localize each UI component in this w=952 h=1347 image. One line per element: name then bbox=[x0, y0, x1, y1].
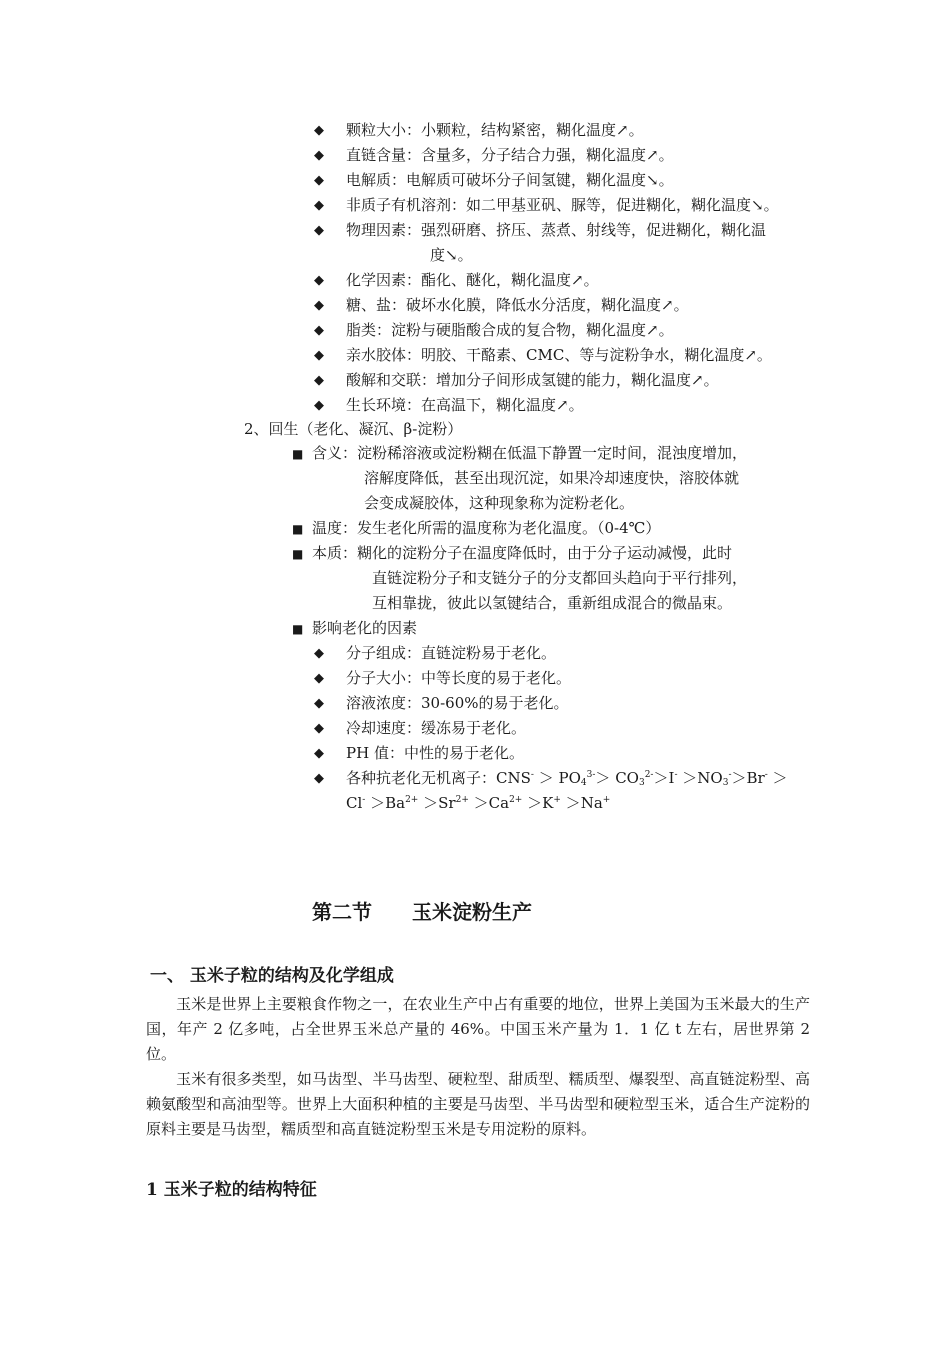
diamond-icon: ◆ bbox=[314, 323, 324, 338]
essence-line-2: 直链淀粉分子和支链分子的分支都回头趋向于平行排列， bbox=[372, 569, 748, 587]
ion-separator: ＞ bbox=[767, 769, 788, 787]
meaning-line-2: 溶解度降低，甚至出现沉淀，如果冷却速度快，溶胶体就 bbox=[364, 469, 740, 487]
paragraph-1: 玉米是世界上主要粮食作物之一，在农业生产中占有重要的地位，世界上美国为玉米最大的生产国，年产 2 亿多吨，占全世界玉米总产量的 46%。中国玉米产量为 1．1 亿 t 左右，居世界第 2 位。 bbox=[146, 995, 810, 1063]
gelatinization-factor-item: 糖、盐：破坏水化膜，降低水分活度，糊化温度↗。 bbox=[346, 296, 689, 314]
sub-heading: 1 玉米子粒的结构特征 bbox=[146, 1180, 317, 1200]
meaning-line-3: 会变成凝胶体，这种现象称为淀粉老化。 bbox=[364, 494, 635, 512]
ion-charge: - bbox=[728, 770, 732, 780]
ion-charge: 2+ bbox=[405, 795, 419, 805]
ion-charge: - bbox=[674, 770, 678, 780]
section-title: 第二节 玉米淀粉生产 bbox=[312, 900, 532, 924]
gelatinization-factor-item: 化学因素：酯化、醚化，糊化温度↗。 bbox=[346, 271, 599, 289]
ion-separator: ＞ bbox=[595, 769, 616, 787]
diamond-icon: ◆ bbox=[314, 398, 324, 413]
ion-series-2 bbox=[346, 794, 610, 812]
gelatinization-factor-item: 非质子有机溶剂：如二甲基亚矾、脲等，促进糊化，糊化温度↘。 bbox=[346, 196, 779, 214]
diamond-icon: ◆ bbox=[314, 771, 324, 786]
diamond-icon: ◆ bbox=[314, 298, 324, 313]
ion-charge: 2+ bbox=[509, 795, 523, 805]
ion-symbol: PO bbox=[558, 769, 581, 787]
ion-series-1 bbox=[496, 769, 788, 787]
retrogradation-heading: 2、回生（老化、凝沉、β-淀粉） bbox=[244, 420, 463, 438]
essence-line-3: 互相靠拢，彼此以氢键结合，重新组成混合的微晶束。 bbox=[372, 594, 733, 612]
gelatinization-factor-item: 脂类：淀粉与硬脂酸合成的复合物，糊化温度↗。 bbox=[346, 321, 674, 339]
ion-charge: 2+ bbox=[455, 795, 469, 805]
gelatinization-factor-item: 直链含量：含量多，分子结合力强，糊化温度↗。 bbox=[346, 146, 674, 164]
part-one-heading: 一、 玉米子粒的结构及化学组成 bbox=[150, 966, 394, 986]
ion-separator: ＞ bbox=[365, 794, 386, 812]
diamond-icon: ◆ bbox=[314, 721, 324, 736]
diamond-icon: ◆ bbox=[314, 373, 324, 388]
ion-symbol: I bbox=[668, 769, 675, 787]
ion-charge: - bbox=[530, 770, 534, 780]
ion-symbol: CNS bbox=[496, 769, 531, 787]
square-bullet-icon: ■ bbox=[292, 522, 304, 536]
paragraph-2: 玉米有很多类型，如马齿型、半马齿型、硬粒型、甜质型、糯质型、爆裂型、高直链淀粉型、高赖氨酸型和高油型等。世界上大面积种植的主要是马齿型、半马齿型和硬粒型玉米，适合生产淀粉的原料主要是马齿型，糯质型和高直链淀粉型玉米是专用淀粉的原料。 bbox=[146, 1070, 810, 1138]
ion-charge: + bbox=[602, 795, 611, 805]
diamond-icon: ◆ bbox=[314, 348, 324, 363]
ion-symbol: Ba bbox=[385, 794, 406, 812]
gelatinization-factor-item: 颗粒大小：小颗粒，结构紧密，糊化温度↗。 bbox=[346, 121, 644, 139]
diamond-icon: ◆ bbox=[314, 173, 324, 188]
essence-line-1: 本质：糊化的淀粉分子在温度降低时，由于分子运动减慢，此时 bbox=[312, 544, 733, 562]
ion-separator: ＞ bbox=[653, 769, 669, 787]
gelatinization-factor-continuation: 度↘。 bbox=[430, 246, 473, 264]
ion-separator: ＞ bbox=[533, 769, 559, 787]
gelatinization-factor-item: 电解质：电解质可破坏分子间氢键，糊化温度↘。 bbox=[346, 171, 674, 189]
ions-label: 各种抗老化无机离子： bbox=[346, 769, 497, 787]
gelatinization-factor-item: 亲水胶体：明胶、干酪素、CMC、等与淀粉争水，糊化温度↗。 bbox=[346, 346, 772, 364]
aging-factor-item: 溶液浓度：30-60%的易于老化。 bbox=[346, 694, 569, 712]
diamond-icon: ◆ bbox=[314, 646, 324, 661]
ion-charge: 2- bbox=[644, 770, 654, 780]
ion-separator: ＞ bbox=[468, 794, 489, 812]
ion-symbol: Sr bbox=[438, 794, 456, 812]
ion-symbol: NO bbox=[697, 769, 723, 787]
ion-charge: - bbox=[362, 795, 366, 805]
ion-charge: - bbox=[764, 770, 768, 780]
ion-separator: ＞ bbox=[677, 769, 698, 787]
ion-symbol: Br bbox=[746, 769, 765, 787]
ion-subscript: 3 bbox=[638, 778, 645, 788]
diamond-icon: ◆ bbox=[314, 671, 324, 686]
ion-subscript: 3 bbox=[722, 778, 729, 788]
ions-line-2 bbox=[346, 791, 610, 816]
ion-separator: ＞ bbox=[418, 794, 439, 812]
ions-line-1 bbox=[346, 766, 788, 791]
diamond-icon: ◆ bbox=[314, 223, 324, 238]
diamond-icon: ◆ bbox=[314, 696, 324, 711]
ion-symbol: CO bbox=[615, 769, 639, 787]
square-bullet-icon: ■ bbox=[292, 547, 304, 561]
ion-subscript: 4 bbox=[580, 778, 587, 788]
aging-factors-heading: 影响老化的因素 bbox=[312, 619, 418, 637]
square-bullet-icon: ■ bbox=[292, 447, 304, 461]
ion-symbol: Cl bbox=[346, 794, 363, 812]
ion-symbol: Ca bbox=[488, 794, 510, 812]
ion-charge: 3- bbox=[586, 770, 596, 780]
meaning-line-1: 含义：淀粉稀溶液或淀粉糊在低温下静置一定时间，混浊度增加， bbox=[312, 444, 748, 462]
ion-separator: ＞ bbox=[522, 794, 543, 812]
square-bullet-icon: ■ bbox=[292, 622, 304, 636]
ion-symbol: K bbox=[542, 794, 554, 812]
ion-separator: ＞ bbox=[731, 769, 747, 787]
gelatinization-factor-item: 生长环境：在高温下，糊化温度↗。 bbox=[346, 396, 584, 414]
aging-factor-item: 分子组成：直链淀粉易于老化。 bbox=[346, 644, 557, 662]
aging-factor-item: PH 值：中性的易于老化。 bbox=[346, 744, 524, 762]
diamond-icon: ◆ bbox=[314, 198, 324, 213]
gelatinization-factor-item: 酸解和交联：增加分子间形成氢键的能力，糊化温度↗。 bbox=[346, 371, 719, 389]
diamond-icon: ◆ bbox=[314, 148, 324, 163]
ion-symbol: Na bbox=[580, 794, 603, 812]
diamond-icon: ◆ bbox=[314, 746, 324, 761]
ion-charge: + bbox=[553, 795, 561, 805]
ion-separator: ＞ bbox=[560, 794, 581, 812]
diamond-icon: ◆ bbox=[314, 123, 324, 138]
temperature-line: 温度：发生老化所需的温度称为老化温度。（0-4℃） bbox=[312, 519, 661, 537]
diamond-icon: ◆ bbox=[314, 273, 324, 288]
aging-factor-item: 冷却速度：缓冻易于老化。 bbox=[346, 719, 527, 737]
aging-factor-item: 分子大小：中等长度的易于老化。 bbox=[346, 669, 572, 687]
gelatinization-factor-item: 物理因素：强烈研磨、挤压、蒸煮、射线等，促进糊化，糊化温 bbox=[346, 221, 767, 239]
